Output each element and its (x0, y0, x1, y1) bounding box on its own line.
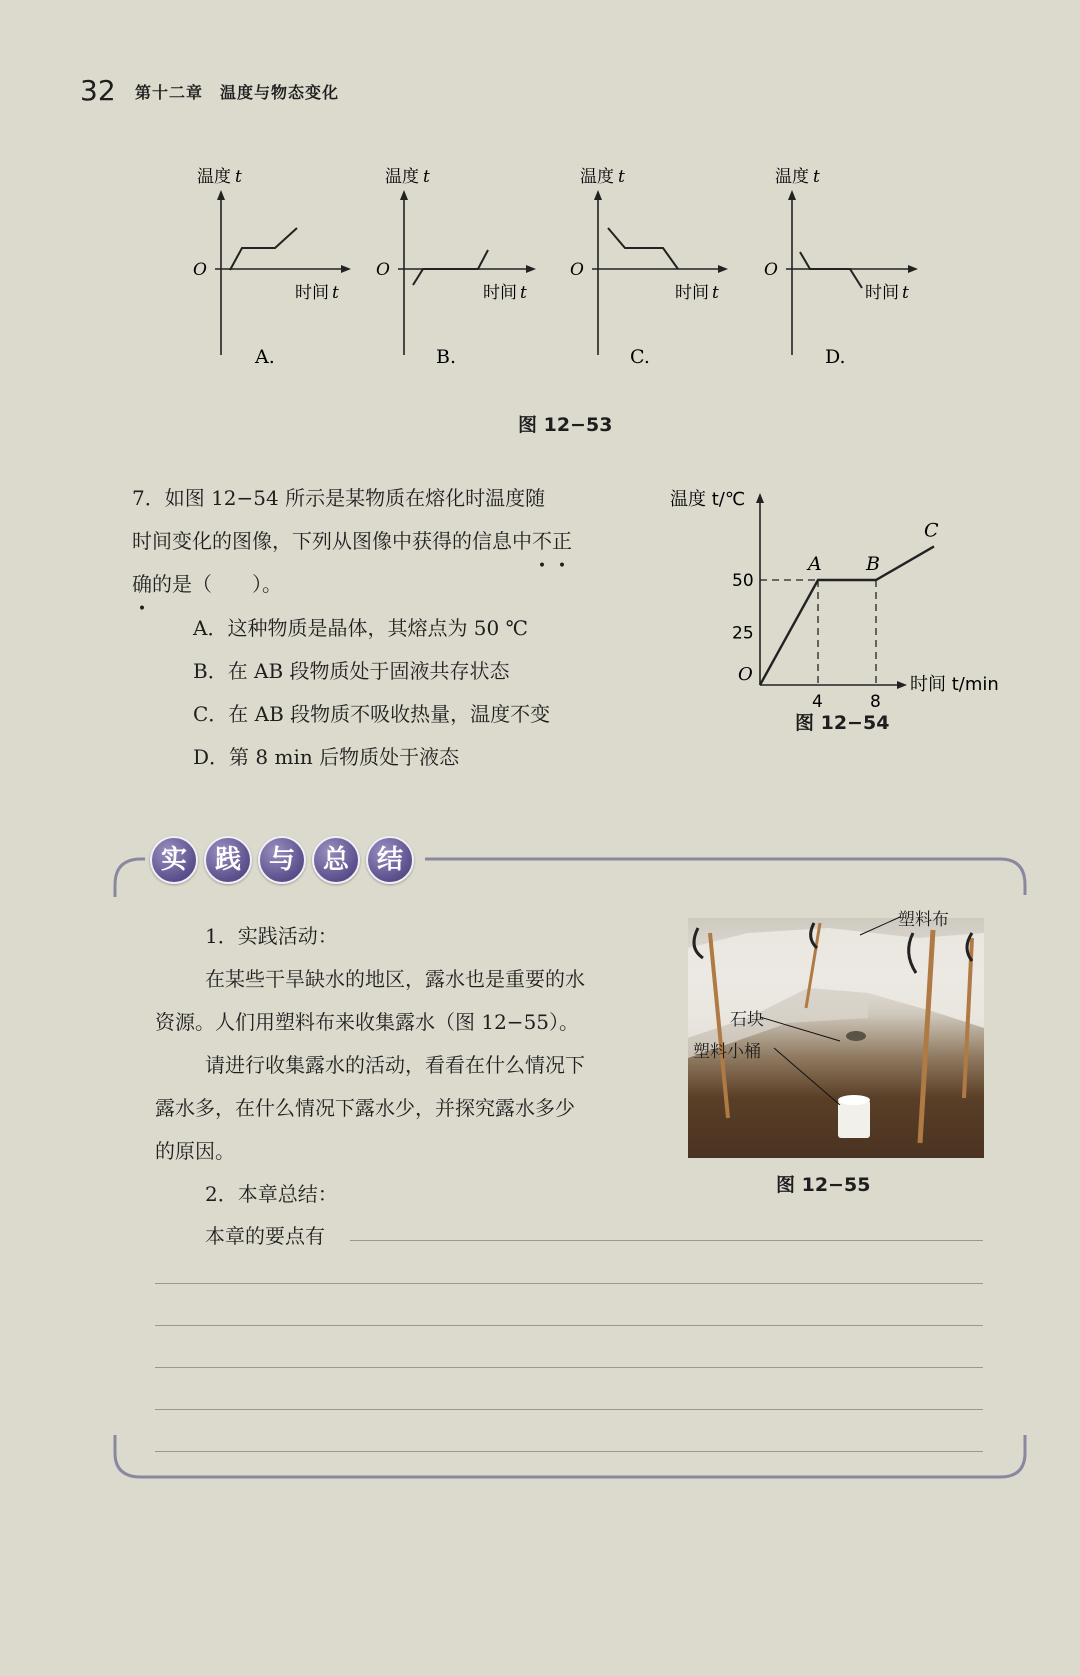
point-label-c: C (924, 519, 939, 542)
item-1-title: 1．实践活动： (205, 924, 338, 948)
mini-xsym: t (712, 283, 719, 303)
y-axis-arrow (756, 493, 764, 503)
chapter-title: 第十二章 温度与物态变化 (135, 83, 340, 102)
answer-line[interactable] (350, 1240, 983, 1241)
summary-prompt: 本章的要点有 (205, 1224, 325, 1248)
mini-xsym: t (332, 283, 339, 303)
mini-ysym: t (423, 167, 430, 187)
mini-graph-c (550, 160, 750, 385)
x-tick-label: 4 (812, 692, 823, 712)
para2-line1: 请进行收集露水的活动，看看在什么情况下 (205, 1053, 585, 1077)
mini-ylabel: 温度 (197, 167, 231, 187)
figure-12-53-caption: 图 12−53 (518, 414, 613, 436)
x-axis-label: 时间 t/min (910, 674, 999, 695)
option-letter: C. (630, 346, 650, 368)
question-line-2 (132, 520, 652, 563)
question-line-3 (132, 563, 652, 606)
figure-12-54-chart (660, 475, 1020, 745)
mini-xlabel: 时间 (675, 283, 709, 303)
mini-ylabel: 温度 (775, 167, 809, 187)
question-line-1: 7．如图 12−54 所示是某物质在熔化时温度随 (132, 486, 546, 510)
mini-origin: O (764, 260, 778, 280)
point-label-a: A (808, 553, 822, 575)
mini-ylabel: 温度 (385, 167, 419, 187)
question-7 (132, 477, 652, 606)
option-letter: A. (255, 346, 275, 368)
practice-text (155, 958, 675, 1173)
mini-graph-d (740, 160, 940, 385)
answer-line[interactable] (155, 1409, 983, 1410)
mini-origin: O (376, 260, 390, 280)
para1-line2: 资源。人们用塑料布来收集露水（图 12−55）。 (155, 1010, 580, 1034)
mini-graph-b (358, 160, 558, 385)
mini-xlabel: 时间 (295, 283, 329, 303)
y-tick-label: 25 (732, 623, 754, 644)
answer-line[interactable] (155, 1283, 983, 1284)
y-tick-label: 50 (732, 571, 754, 591)
mini-origin: O (570, 260, 584, 280)
label-bucket: 塑料小桶 (693, 1042, 761, 1062)
mini-xsym: t (520, 283, 527, 303)
question-line-2-text: 时间变化的图像，下列从图像中获得的信息中 (132, 529, 532, 553)
answer-line[interactable] (155, 1451, 983, 1452)
option-d: D．第 8 min 后物质处于液态 (193, 745, 460, 769)
banner-char: 实 (150, 836, 198, 884)
para2-line3: 的原因。 (155, 1139, 235, 1163)
mini-graph-a (180, 160, 380, 385)
answer-line[interactable] (155, 1367, 983, 1368)
question-line-3-text: 的是（ ）。 (152, 572, 282, 596)
banner-char: 与 (258, 836, 306, 884)
section-banner (150, 836, 420, 884)
mini-ysym: t (235, 167, 242, 187)
mini-ysym: t (813, 167, 820, 187)
mini-xlabel: 时间 (865, 283, 899, 303)
emphasis-char: 确 (132, 572, 152, 596)
label-plastic-cloth: 塑料布 (898, 910, 949, 930)
item-2-title: 2．本章总结： (205, 1182, 338, 1206)
option-c: C．在 AB 段物质不吸收热量，温度不变 (193, 702, 551, 726)
para2-line2: 露水多，在什么情况下露水少，并探究露水多少 (155, 1096, 575, 1120)
mini-ysym: t (618, 167, 625, 187)
figure-12-54-caption: 图 12−54 (795, 712, 890, 734)
page-number: 32 (80, 74, 116, 107)
emphasis-char: 不 (532, 529, 552, 553)
para1-line1: 在某些干旱缺水的地区，露水也是重要的水 (205, 967, 585, 991)
banner-char: 结 (366, 836, 414, 884)
figure-12-55-caption: 图 12−55 (776, 1174, 871, 1196)
mini-origin: O (193, 260, 207, 280)
option-letter: B. (436, 346, 457, 368)
option-b: B．在 AB 段物质处于固液共存状态 (193, 659, 510, 683)
origin-label: O (738, 664, 753, 685)
photo-callouts (650, 905, 1040, 1105)
answer-line[interactable] (155, 1325, 983, 1326)
x-tick-label: 8 (870, 692, 881, 712)
label-stone: 石块 (730, 1010, 764, 1030)
y-axis-label: 温度 t/℃ (670, 489, 746, 510)
point-label-b: B (866, 553, 880, 575)
banner-char: 践 (204, 836, 252, 884)
option-letter: D. (825, 346, 846, 368)
emphasis-char: 正 (552, 529, 572, 553)
mini-xlabel: 时间 (483, 283, 517, 303)
mini-xsym: t (902, 283, 909, 303)
data-series-line (760, 546, 934, 685)
banner-char: 总 (312, 836, 360, 884)
option-a: A．这种物质是晶体，其熔点为 50 ℃ (193, 616, 528, 640)
x-axis-arrow (897, 681, 907, 689)
mini-ylabel: 温度 (580, 167, 614, 187)
